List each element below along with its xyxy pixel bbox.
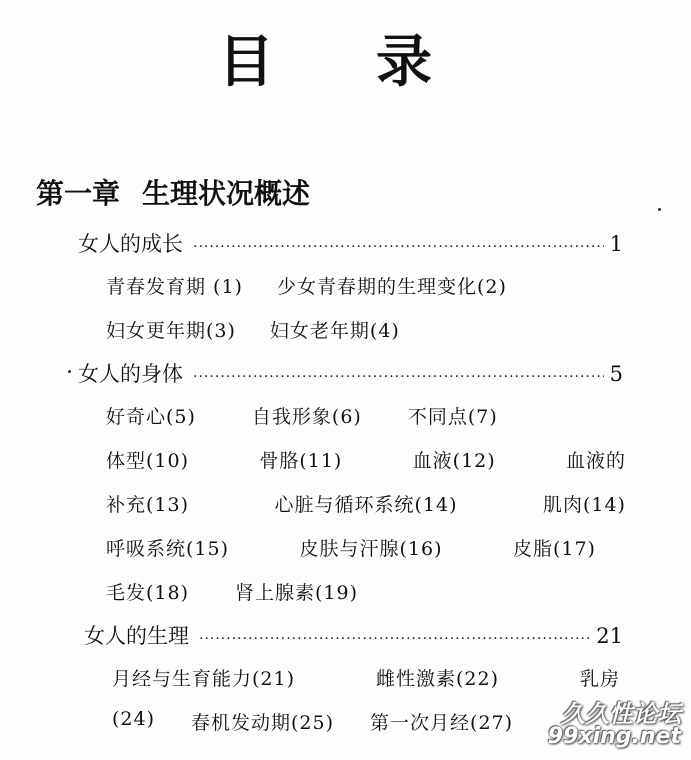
leader-dots: [199, 631, 590, 647]
toc-line: [106, 446, 626, 473]
site-watermark: [495, 694, 685, 756]
toc-title-char-1: 目: [218, 29, 274, 95]
toc-line: [106, 578, 626, 605]
toc-entry[interactable]: 骨胳(11): [259, 450, 343, 472]
section-heading-growth[interactable]: [78, 228, 623, 258]
section-name: 女人的成长: [78, 232, 183, 256]
toc-entry[interactable]: 月经与生育能力(21): [112, 668, 296, 690]
stray-mark: [658, 208, 661, 211]
toc-line: [106, 272, 626, 299]
toc-entry[interactable]: (24): [112, 708, 156, 730]
leader-dots: [193, 369, 604, 385]
chapter-name: 生理状况概述: [142, 177, 311, 210]
toc-line: [106, 534, 596, 561]
watermark-line-2: 99xing.net: [547, 724, 681, 749]
toc-entry[interactable]: 自我形象(6): [251, 406, 362, 428]
toc-entry[interactable]: 毛发(18): [106, 582, 190, 604]
toc-title: [0, 18, 691, 95]
toc-entry[interactable]: 妇女老年期(4): [269, 320, 400, 342]
toc-entry[interactable]: 青春发育期 (1): [106, 276, 243, 298]
toc-title-char-2: 录: [376, 29, 432, 95]
toc-line: [112, 664, 620, 691]
toc-entry[interactable]: 好奇心(5): [106, 406, 196, 428]
section-page-number: 1: [609, 232, 623, 256]
toc-entry[interactable]: 春机发动期(25): [191, 712, 335, 734]
section-page-number: 5: [609, 362, 623, 386]
leader-dots: [193, 239, 604, 255]
toc-entry[interactable]: 呼吸系统(15): [106, 538, 230, 560]
toc-entry[interactable]: 乳房: [579, 668, 620, 690]
toc-entry[interactable]: 雌性激素(22): [375, 668, 499, 690]
toc-line: [106, 490, 626, 517]
watermark-line-1: 久久性论坛: [561, 700, 681, 728]
stray-mark: [68, 370, 71, 373]
toc-entry[interactable]: 皮脂(17): [512, 538, 596, 560]
section-heading-body[interactable]: [78, 358, 623, 388]
section-page-number: 21: [596, 624, 623, 648]
toc-entry[interactable]: 肌肉(14): [542, 494, 626, 516]
toc-entry[interactable]: 补充(13): [106, 494, 190, 516]
toc-entry[interactable]: 体型(10): [106, 450, 190, 472]
section-name: 女人的生理: [84, 624, 189, 648]
section-name: 女人的身体: [78, 362, 183, 386]
toc-entry[interactable]: 不同点(7): [407, 406, 498, 428]
toc-line: [106, 402, 626, 429]
chapter-number: 第一章: [36, 177, 121, 210]
toc-line: [106, 316, 626, 343]
toc-entry[interactable]: 心脏与循环系统(14): [274, 494, 458, 516]
chapter-heading: [36, 172, 310, 212]
toc-entry[interactable]: 皮肤与汗腺(16): [299, 538, 443, 560]
toc-entry[interactable]: 妇女更年期(3): [106, 320, 236, 342]
section-heading-physiology[interactable]: [84, 620, 623, 650]
toc-entry[interactable]: 第一次月经(27): [370, 712, 514, 734]
toc-entry[interactable]: 血液的: [565, 450, 626, 472]
toc-entry[interactable]: 少女青春期的生理变化(2): [276, 276, 507, 298]
toc-entry[interactable]: 肾上腺素(19): [235, 582, 359, 604]
toc-entry[interactable]: 血液(12): [412, 450, 496, 472]
